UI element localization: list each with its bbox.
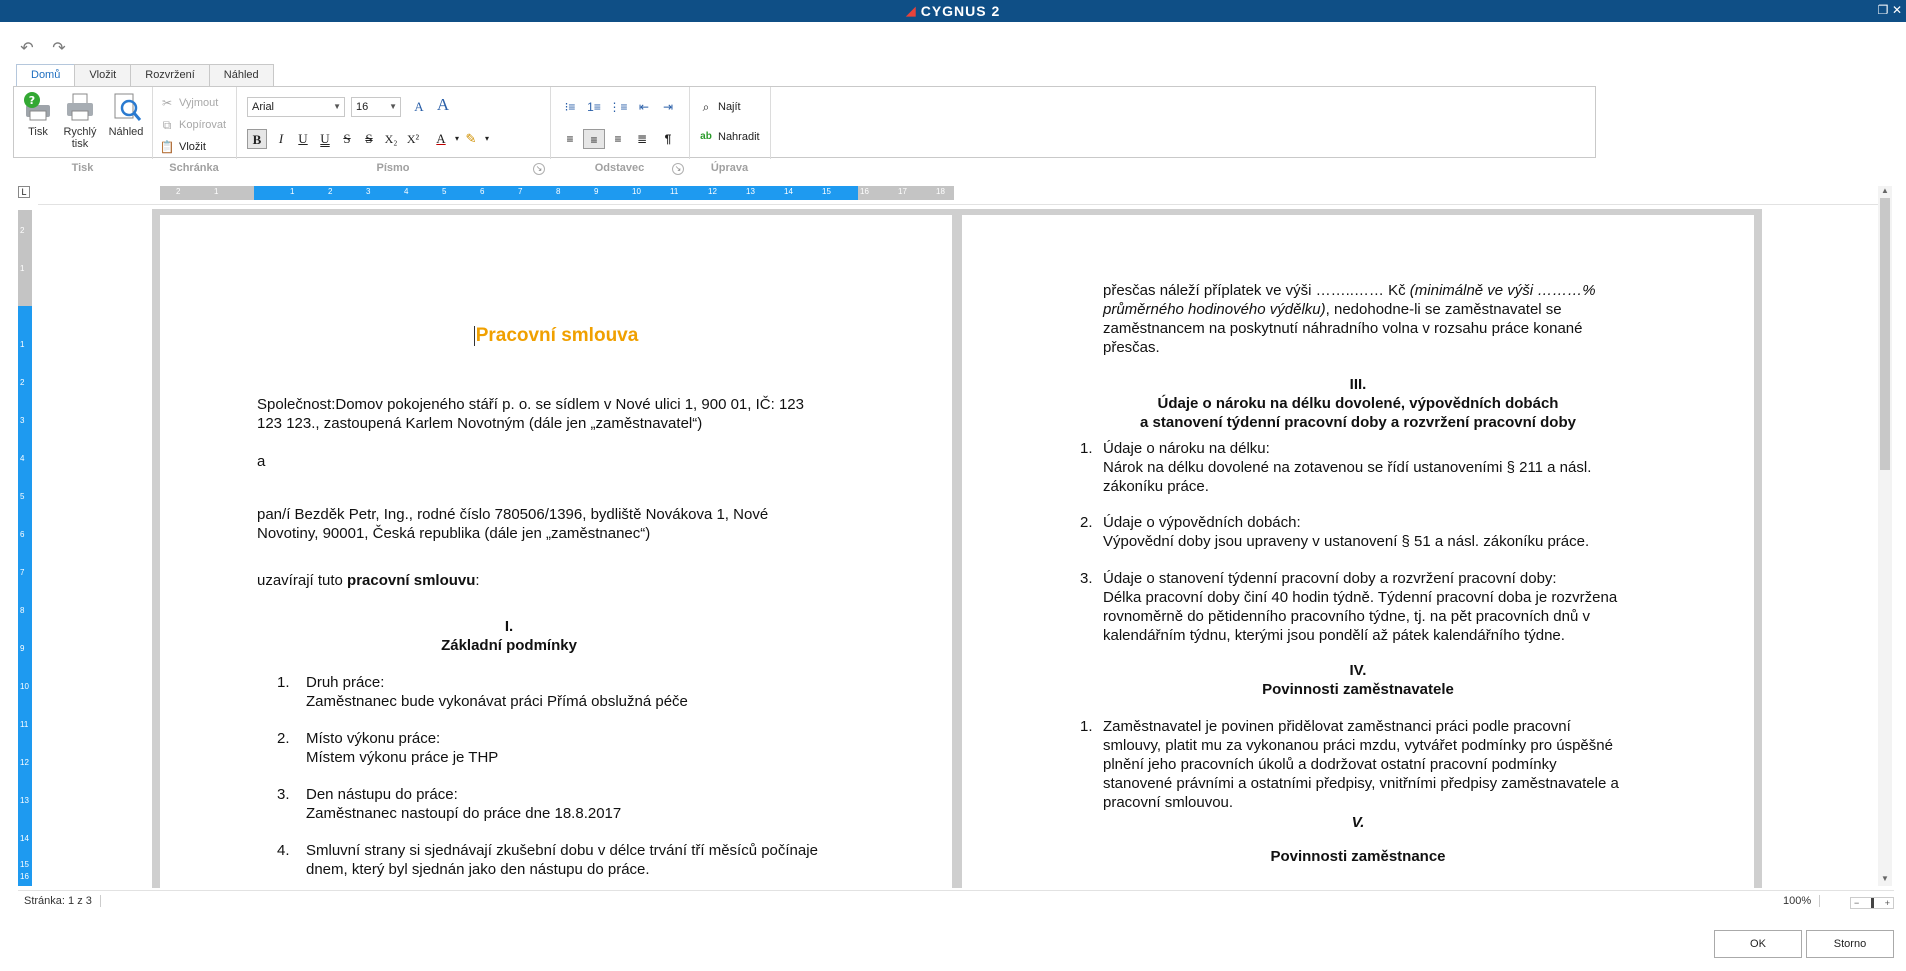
strikethrough-icon[interactable]: S [343,131,351,146]
cut-label: Vyjmout [179,97,219,109]
text-line: dnem, který byl sjednán jako den nástupu do práce. [306,861,650,878]
cygnus-logo-icon: ◢ [905,3,917,18]
text-line: Novotiny, 90001, Česká republika (dále jen „zaměstnanec“) [257,525,651,542]
quick-access-toolbar [18,40,68,58]
list-item[interactable] [1103,439,1591,496]
list-number: 1. [1080,718,1093,735]
text-line: přesčas. [1103,339,1160,356]
highlight-icon[interactable]: ✎ [465,131,477,146]
status-bar [18,890,1894,912]
print-label: Tisk [28,126,48,138]
text-line [1103,281,1596,300]
align-center-icon[interactable]: ≡ [583,129,605,149]
ruler-tick: 12 [20,758,29,767]
group-tisk [14,87,153,159]
copy-button[interactable] [159,115,226,135]
page-strip [152,209,1762,888]
section-title: Údaje o nároku na délku dovolené, výpovědních dobách [1157,395,1559,412]
cancel-button[interactable]: Storno [1806,930,1894,958]
text-line: Místo výkonu práce: [306,730,441,747]
ruler-tick: 11 [20,720,29,729]
text-line: zákoníku práce. [1103,478,1209,495]
text-line: pracovní smlouvou. [1103,794,1234,811]
superscript-icon[interactable]: X² [406,132,420,146]
text-line: Místem výkonu práce je THP [306,749,499,766]
section-title: Základní podmínky [441,637,577,654]
document-area[interactable] [38,204,1878,888]
paragraph-dialog-launcher-icon[interactable]: ↘ [672,163,684,175]
text-line [1103,300,1596,319]
group-label-odstavec: Odstavec [594,162,645,174]
document-page-1[interactable] [160,215,952,888]
group-label-tisk: Tisk [71,162,94,174]
text-line: Výpovědní doby jsou upraveny v ustanovení § 51 a násl. zákoníku práce. [1103,533,1590,550]
double-underline-icon[interactable]: U [320,131,330,146]
and-paragraph[interactable]: a [257,453,266,470]
text-line: Společnost:Domov pokojeného stáří p. o. se sídlem v Nové ulici 1, 900 01, IČ: 123 [257,396,804,413]
font-size-value: 16 [356,101,369,113]
ruler-tick: 15 [20,860,29,869]
section-4-heading[interactable] [962,661,1754,699]
grow-font-icon[interactable]: A [414,99,424,114]
print-preview-icon [110,91,142,123]
text-line: pan/í Bezděk Petr, Ing., rodné číslo 780506/1396, bydliště Novákova 1, Nové [257,506,769,523]
title-bar [0,0,1906,22]
ruler-tick: 10 [20,682,29,691]
subscript-icon[interactable]: X₂ [384,132,398,146]
ruler-tick: 3 [20,416,25,425]
align-right-icon[interactable]: ≡ [614,132,622,146]
list-item[interactable] [306,673,688,711]
restore-window-icon[interactable]: ❐ [1877,3,1889,17]
list-item[interactable] [306,785,621,823]
ruler-tick: 3 [366,187,371,196]
text-line: smlouvy, platit mu za vykonanou práci mzdu, vytvářet podmínky pro úspěšné [1103,737,1613,754]
ruler-tick: 5 [442,187,447,196]
ruler-tick: 16 [860,187,869,196]
list-item[interactable] [306,841,818,879]
copy-label: Kopírovat [179,119,227,131]
zoom-out-icon[interactable]: − [1854,898,1860,908]
text-line: Údaje o nároku na délku: [1103,440,1270,457]
numbered-list-icon[interactable]: 1≡ [587,100,601,114]
paste-button[interactable] [159,137,206,157]
text-line: Zaměstnanec bude vykonávat práci Přímá obslužná péče [306,693,688,710]
group-label-pismo: Písmo [376,162,410,174]
text-span-italic: (minimálně ve výši ………% [1409,282,1596,299]
list-item[interactable] [306,729,498,767]
text-span: , nedohodne-li se zaměstnavatel se [1325,301,1562,318]
ruler-tick: 8 [20,606,25,615]
tab-stop-selector[interactable]: L [18,186,30,198]
zoom-slider[interactable] [1850,897,1894,909]
list-number: 2. [277,730,290,747]
preview-label: Náhled [108,126,144,138]
section-5-number[interactable]: V. [1351,814,1365,831]
text-line: 123 123., zastoupená Karlem Novotným (dále jen „zaměstnavatel“) [257,415,703,432]
ruler-tick: 1 [20,264,25,273]
text-line: Údaje o stanovení týdenní pracovní doby a rozvržení pracovní doby: [1103,570,1557,587]
print-button[interactable] [18,91,58,138]
vertical-scrollbar[interactable] [1878,186,1892,886]
text-span-italic: průměrného hodinového výdělku) [1103,301,1326,318]
text-line: plnění jeho pracovních úkolů a dodržovat ostatní pracovní podmínky [1103,756,1557,773]
horizontal-ruler[interactable] [160,186,954,200]
group-schranka [153,87,237,159]
ruler-tick: 7 [518,187,523,196]
chevron-down-icon[interactable]: ▾ [454,134,459,143]
ruler-tick: 2 [328,187,333,196]
align-left-icon[interactable]: ≡ [566,132,574,146]
ruler-tick: 5 [20,492,25,501]
quick-print-label-1: Rychlý [63,126,97,138]
font-family-select[interactable] [247,97,345,117]
text-line: Délka pracovní doby činí 40 hodin týdně. Týdenní pracovní doba je rozvržena [1103,589,1618,606]
text-span: : [475,572,480,589]
paste-label: Vložit [179,141,206,153]
ruler-tick: 4 [20,454,25,463]
text-line: Den nástupu do práce: [306,786,458,803]
zoom-in-icon[interactable]: + [1884,898,1890,908]
ruler-tick: 1 [20,340,25,349]
app-title: CYGNUS 2 [920,3,1001,19]
double-strikethrough-icon[interactable]: S [365,131,373,146]
group-label-schranka: Schránka [169,162,219,174]
copy-icon: ⧉ [162,118,172,132]
section-number: III. [1349,376,1367,393]
close-window-icon[interactable]: ✕ [1891,3,1903,17]
ruler-tick: 8 [556,187,561,196]
section-1-heading[interactable] [160,617,858,655]
zoom-slider-knob[interactable] [1871,898,1874,908]
ruler-tick: 14 [20,834,29,843]
scrollbar-thumb[interactable] [1880,198,1890,470]
list-item[interactable] [1103,569,1617,645]
chevron-down-icon: ▼ [333,102,341,111]
chevron-down-icon: ▼ [389,102,397,111]
text-cursor [474,326,475,346]
ruler-tick: 7 [20,568,25,577]
company-paragraph[interactable] [257,395,804,433]
list-number: 2. [1080,514,1093,531]
text-span: uzavírají tuto [257,572,348,589]
document-title-text: Pracovní smlouva [475,325,639,346]
group-label-uprava: Úprava [710,162,749,174]
ruler-tick: 16 [20,872,29,881]
text-line: Údaje o výpovědních dobách: [1103,514,1301,531]
font-size-select[interactable] [351,97,401,117]
font-color-icon[interactable]: A [436,131,446,146]
replace-label: Nahradit [718,131,760,143]
app-logo [906,3,1001,19]
text-line: Nárok na délku dovolené na zotavenou se řídí ustanoveními § 211 a násl. [1103,459,1592,476]
replace-button[interactable] [698,127,760,147]
ruler-tick: 12 [708,187,717,196]
pilcrow-icon[interactable]: ¶ [664,132,672,146]
bold-icon[interactable]: B [247,129,267,149]
group-pismo [237,87,551,159]
ruler-tick: 2 [20,226,25,235]
undo-icon[interactable]: ↶ [20,40,34,57]
list-item[interactable] [1103,513,1589,551]
printer-icon [64,91,96,123]
find-button[interactable] [698,97,741,117]
ribbon-group-labels [13,160,1596,178]
text-line: Zaměstnanec nastoupí do práce dne 18.8.2017 [306,805,622,822]
text-line: kalendářním týdnu, kterými jsou pondělí až pátek kalendářního týdne. [1103,627,1565,644]
section-number: IV. [1349,662,1367,679]
font-dialog-launcher-icon[interactable]: ↘ [533,163,545,175]
ruler-tick: 11 [670,187,679,196]
text-span-bold: pracovní smlouvu [347,572,476,589]
group-odstavec [551,87,690,159]
preview-button[interactable] [106,91,146,138]
list-number: 1. [277,674,290,691]
justify-icon[interactable]: ≣ [636,132,648,146]
scissors-icon: ✂ [161,96,173,110]
ruler-tick: 18 [936,187,945,196]
text-line: stanovené právními a ostatními předpisy, vnitřními předpisy zaměstnavatele a [1103,775,1619,792]
conclude-paragraph[interactable] [257,571,480,590]
ruler-tick: 6 [480,187,485,196]
italic-icon[interactable]: I [278,131,284,146]
ruler-tick: 14 [784,187,793,196]
ruler-tick: 4 [404,187,409,196]
section-title: Povinnosti zaměstnavatele [1262,681,1454,698]
ribbon [13,86,1596,158]
section-title: a stanovení týdenní pracovní doby a rozvržení pracovní doby [1140,414,1576,431]
list-item[interactable] [1103,717,1619,812]
document-page-2[interactable] [962,215,1754,888]
scroll-up-icon[interactable]: ▲ [1881,186,1889,195]
section-number: I. [504,618,514,635]
ok-button[interactable]: OK [1714,930,1802,958]
redo-icon[interactable]: ↷ [52,40,66,57]
bullet-list-icon[interactable]: ⁝≡ [564,100,576,114]
binoculars-icon: ⌕ [702,100,710,114]
group-uprava [690,87,771,159]
ruler-tick: 15 [822,187,831,196]
list-number: 4. [277,842,290,859]
ribbon-tabs [16,64,273,86]
tab-rozvrzeni[interactable]: Rozvržení [130,64,210,86]
chevron-down-icon[interactable]: ▾ [484,134,489,143]
list-number: 1. [1080,440,1093,457]
shrink-font-icon[interactable]: A [436,95,450,114]
ruler-tick: 1 [290,187,295,196]
cut-button[interactable] [159,93,218,113]
text-span: přesčas náleží příplatek ve výši ……..…… Kč [1103,282,1410,299]
find-label: Najít [718,101,741,113]
ruler-tick: 1 [214,187,219,196]
decrease-indent-icon[interactable]: ⇤ [638,100,650,114]
list-number: 3. [277,786,290,803]
ruler-tick: 9 [594,187,599,196]
replace-icon: ab [700,131,712,142]
ruler-tick: 13 [746,187,755,196]
ruler-tick: 13 [20,796,29,805]
tab-vlozit[interactable]: Vložit [74,64,131,86]
employee-paragraph[interactable] [257,505,768,543]
quick-print-button[interactable] [60,91,100,150]
text-line: rovnoměrně do pětidenního pracovního týdne, tj. na pět pracovních dnů v [1103,608,1590,625]
section-5-title[interactable]: Povinnosti zaměstnance [1270,848,1446,865]
scroll-down-icon[interactable]: ▼ [1881,874,1889,883]
page-counter: Stránka: 1 z 3 [24,895,101,907]
tab-nahled[interactable]: Náhled [209,64,274,86]
clipboard-icon: 📋 [159,140,175,154]
increase-indent-icon[interactable]: ⇥ [662,100,674,114]
text-line: zaměstnancem na poskytnutí náhradního volna v rozsahu práce konané [1103,320,1583,337]
printer-help-icon [22,91,54,123]
ruler-tick: 9 [20,644,25,653]
ruler-tick: 6 [20,530,25,539]
overtime-paragraph[interactable] [1103,281,1596,357]
text-line: Smluvní strany si sjednávají zkušební dobu v délce trvání tří měsíců počínaje [306,842,818,859]
ruler-tick: 17 [898,187,907,196]
section-3-heading[interactable] [962,375,1754,432]
zoom-level[interactable]: 100% [1783,895,1820,907]
document-title[interactable] [160,325,952,347]
multilevel-list-icon[interactable]: ⋮≡ [608,100,628,114]
svg-text:?: ? [28,94,36,107]
list-number: 3. [1080,570,1093,587]
text-line: Zaměstnavatel je povinen přidělovat zaměstnanci práci podle pracovní [1103,718,1571,735]
quick-print-label-2: tisk [71,138,89,150]
tab-domu[interactable]: Domů [16,64,75,87]
text-line: Druh práce: [306,674,385,691]
ruler-tick: 2 [176,187,181,196]
font-family-value: Arial [252,101,275,113]
ruler-tick: 10 [632,187,641,196]
ruler-tick: 2 [20,378,25,387]
vertical-ruler[interactable] [18,210,32,886]
underline-icon[interactable]: U [298,131,308,146]
